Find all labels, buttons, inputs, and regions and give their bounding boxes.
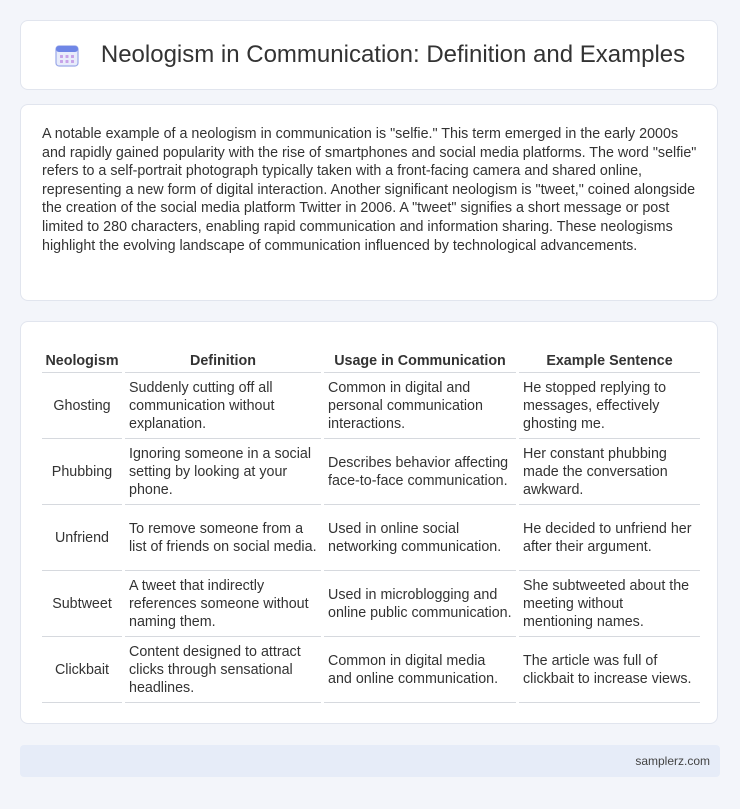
column-header: Definition xyxy=(125,343,321,373)
page-title: Neologism in Communication: Definition and Examples xyxy=(100,41,686,68)
table-row xyxy=(42,373,700,439)
definition-cell: Content designed to attract clicks through sensational headlines. xyxy=(125,637,321,703)
example-cell: She subtweeted about the meeting without mentioning names. xyxy=(519,571,700,637)
neologism-cell: Phubbing xyxy=(42,439,122,505)
column-header: Usage in Communication xyxy=(324,343,516,373)
neologism-table xyxy=(39,343,703,703)
table-row xyxy=(42,505,700,571)
definition-cell: A tweet that indirectly references someone without naming them. xyxy=(125,571,321,637)
example-cell: He decided to unfriend her after their argument. xyxy=(519,505,700,571)
definition-cell: To remove someone from a list of friends on social media. xyxy=(125,505,321,571)
example-cell: Her constant phubbing made the conversation awkward. xyxy=(519,439,700,505)
usage-cell: Common in digital and personal communication interactions. xyxy=(324,373,516,439)
column-header: Neologism xyxy=(42,343,122,373)
footer xyxy=(20,745,720,777)
header-card xyxy=(20,20,718,90)
example-cell: He stopped replying to messages, effectively ghosting me. xyxy=(519,373,700,439)
usage-cell: Describes behavior affecting face-to-face communication. xyxy=(324,439,516,505)
example-cell: The article was full of clickbait to increase views. xyxy=(519,637,700,703)
table-row xyxy=(42,571,700,637)
table-header-row xyxy=(42,343,700,373)
neologism-cell: Unfriend xyxy=(42,505,122,571)
table-row xyxy=(42,637,700,703)
neologism-cell: Clickbait xyxy=(42,637,122,703)
neologism-cell: Ghosting xyxy=(42,373,122,439)
definition-cell: Suddenly cutting off all communication without explanation. xyxy=(125,373,321,439)
usage-cell: Used in microblogging and online public communication. xyxy=(324,571,516,637)
usage-cell: Used in online social networking communication. xyxy=(324,505,516,571)
footer-site-link[interactable]: samplerz.com xyxy=(635,754,710,768)
usage-cell: Common in digital media and online communication. xyxy=(324,637,516,703)
column-header: Example Sentence xyxy=(519,343,700,373)
calendar-icon xyxy=(53,41,81,69)
intro-card xyxy=(20,104,718,301)
definition-cell: Ignoring someone in a social setting by looking at your phone. xyxy=(125,439,321,505)
neologism-cell: Subtweet xyxy=(42,571,122,637)
table-row xyxy=(42,439,700,505)
table-card xyxy=(20,321,718,724)
intro-paragraph: A notable example of a neologism in communication is "selfie." This term emerged in the early 2000s and rapidly gained popularity with the rise of smartphones and social media platforms. The word "selfie" refers to a self-portrait photograph typically taken with a front-facing camera and shared online, representing a new form of digital interaction. Another significant neologism is "tweet," coined alongside the creation of the social media platform Twitter in 2006. A "tweet" signifies a short message or post limited to 280 characters, enabling rapid communication and information sharing. These neologisms highlight the evolving landscape of communication influenced by technological advancements. xyxy=(42,126,697,254)
